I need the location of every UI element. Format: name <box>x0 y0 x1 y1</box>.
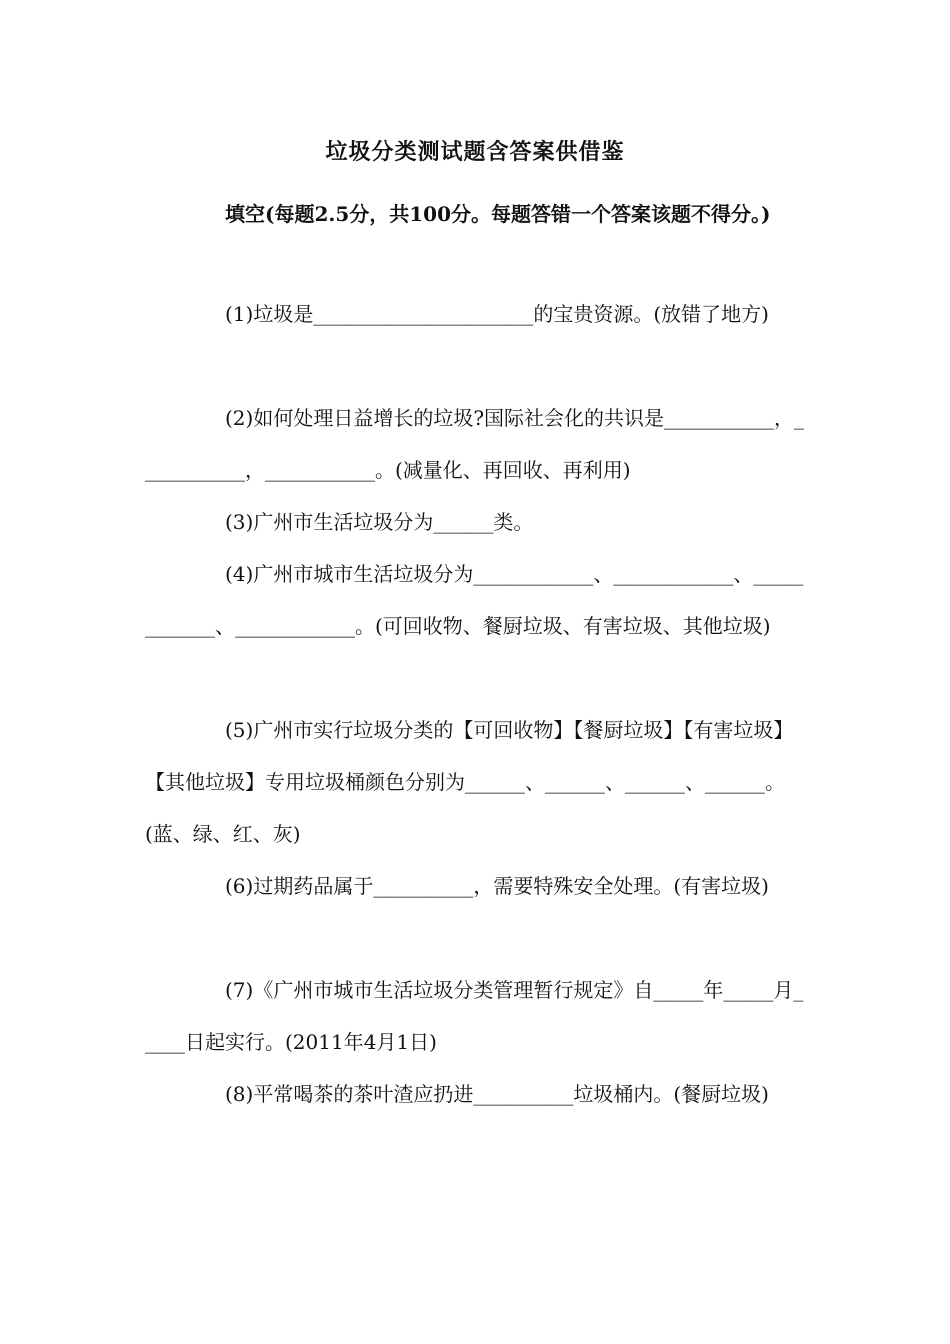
question-8: (8)平常喝茶的茶叶渣应扔进__________垃圾桶内。(餐厨垃圾) <box>225 1082 769 1106</box>
question-2: (2)如何处理日益增长的垃圾?国际社会化的共识是___________，___________，___________。(减量化、再回收、再利用) <box>145 406 805 482</box>
question-6: (6)过期药品属于__________，需要特殊安全处理。(有害垃圾) <box>225 874 769 898</box>
question-5: (5)广州市实行垃圾分类的【可回收物】【餐厨垃圾】【有害垃圾】【其他垃圾】专用垃圾桶颜色分别为______、______、______、______。(蓝、绿、红、灰) <box>145 718 794 846</box>
question-3: (3)广州市生活垃圾分为______类。 <box>225 510 534 534</box>
question-7: (7)《广州市城市生活垃圾分类管理暂行规定》自_____年_____月_____日起实行。(2011年4月1日) <box>145 978 804 1054</box>
instructions-text: 填空(每题2.5分，共100分。每题答错一个答案该题不得分。) <box>225 202 771 226</box>
question-1: (1)垃圾是______________________的宝贵资源。(放错了地方) <box>225 302 769 326</box>
question-4: (4)广州市城市生活垃圾分为____________、____________、____________、____________。(可回收物、餐厨垃圾、有害垃圾、其他垃圾) <box>145 562 804 638</box>
document-title: 垃圾分类测试题含答案供借鉴 <box>325 139 625 165</box>
